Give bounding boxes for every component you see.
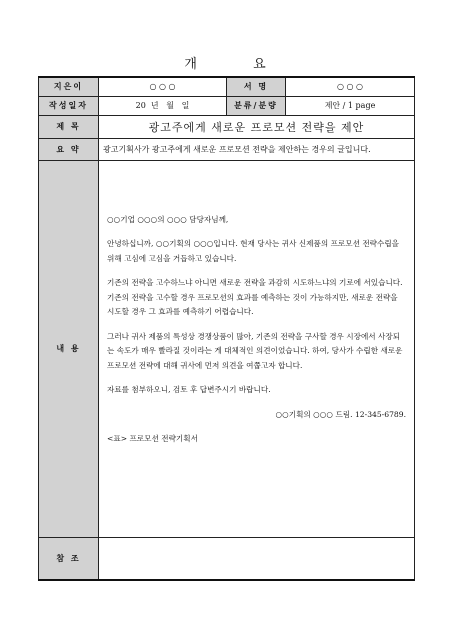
category-value[interactable]: 제안 / 1 page: [286, 96, 415, 115]
author-label: 지은이: [39, 77, 99, 96]
category-label: 분류/분량: [227, 96, 286, 115]
content-row: [39, 160, 415, 537]
content-body[interactable]: [99, 160, 415, 537]
date-row: [39, 96, 415, 115]
greeting-line: ○○기업 ○○○의 ○○○ 담당자님께,: [107, 214, 229, 224]
subject-row: [39, 115, 415, 138]
summary-value[interactable]: 광고기획사가 광고주에게 새로운 프로모션 전략을 제안하는 경우의 글입니다.: [99, 138, 415, 160]
signature-label: 서 명: [227, 77, 286, 96]
body-paragraph-2: 기존의 전략을 고수하느냐 아니면 새로운 전략을 과감히 시도하느냐의 기로에 서있습니다. 기존의 전략을 고수할 경우 프로모션의 효과를 예측하는 것이 가능하지만, 새로운 전략을 시도할 경우 그 효과를 예측하기 어렵습니다.: [107, 278, 403, 316]
closing-signature: ○○기획의 ○○○ 드림. 12-345-6789.: [275, 409, 406, 419]
summary-row: [39, 138, 415, 160]
author-value[interactable]: ○ ○ ○: [99, 77, 227, 96]
reference-row: [39, 537, 415, 580]
body-paragraph-4: 자료를 첨부하오니, 검토 후 답변주시기 바랍니다.: [107, 385, 271, 394]
date-label: 작성일자: [39, 96, 99, 115]
author-row: [39, 77, 415, 96]
attachment-line: <표> 프로모션 전략기획서: [107, 434, 198, 443]
summary-label: 요 약: [39, 138, 99, 160]
body-paragraph-1: 안녕하십니까, ○○기획의 ○○○입니다. 현재 당사는 귀사 신제품의 프로모션 전략수립을 위해 고심에 고심을 거듭하고 있습니다.: [107, 239, 400, 263]
overview-form-table: [38, 76, 415, 581]
subject-label: 제 목: [39, 115, 99, 138]
reference-value[interactable]: [99, 537, 415, 580]
reference-label: 참 조: [39, 537, 99, 580]
document-title: 개 요: [184, 57, 292, 72]
content-label: 내 용: [39, 160, 99, 537]
subject-value[interactable]: 광고주에게 새로운 프로모션 전략을 제안: [99, 115, 415, 138]
signature-value[interactable]: ○ ○ ○: [286, 77, 415, 96]
body-paragraph-3: 그러나 귀사 제품의 특성상 경쟁상품이 많아, 기존의 전략을 구사할 경우 시장에서 사장되는 속도가 매우 빨라질 것이라는 게 대체적인 의견이었습니다. 하여, 당사가 수립한 새로운 프로모션 전략에 대해 귀사에 먼저 의견을 여쭙고자 합니다.: [107, 331, 403, 370]
date-value[interactable]: 20 년 월 일: [99, 96, 227, 115]
